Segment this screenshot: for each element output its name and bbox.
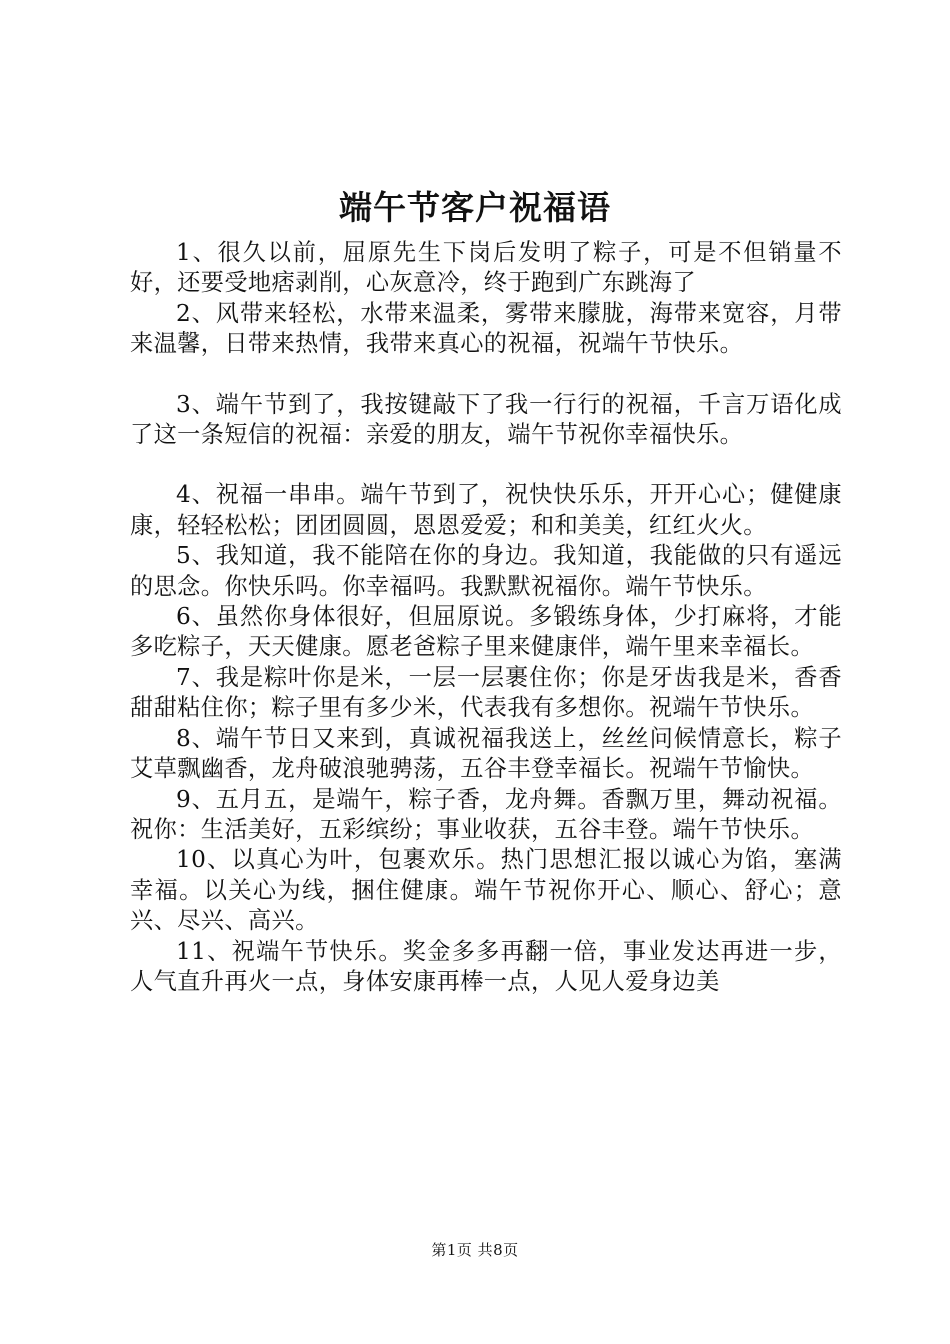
paragraph-11: 11、祝端午节快乐。奖金多多再翻一倍，事业发达再进一步，人气直升再火一点，身体安康再棒一点，人见人爱身边美 bbox=[130, 937, 842, 995]
page-number: 第1页 共8页 bbox=[431, 1241, 519, 1259]
document-body bbox=[130, 238, 842, 997]
paragraph-6: 6、虽然你身体很好，但屈原说。多锻练身体，少打麻将，才能多吃粽子，天天健康。愿老爸粽子里来健康伴，端午里来幸福长。 bbox=[130, 603, 842, 661]
paragraph-7: 7、我是粽叶你是米，一层一层裹住你；你是牙齿我是米，香香甜甜粘住你；粽子里有多少米，代表我有多想你。祝端午节快乐。 bbox=[130, 663, 842, 722]
paragraph-10: 10、以真心为叶，包裹欢乐。热门思想汇报以诚心为馅，塞满幸福。以关心为线，捆住健康。端午节祝你开心、顺心、舒心；意兴、尽兴、高兴。 bbox=[130, 846, 842, 935]
paragraph-3: 3、端午节到了，我按键敲下了我一行行的祝福，千言万语化成了这一条短信的祝福：亲爱的朋友，端午节祝你幸福快乐。 bbox=[130, 390, 842, 449]
paragraph-1: 1、很久以前，屈原先生下岗后发明了粽子，可是不但销量不好，还要受地痞剥削，心灰意冷，终于跑到广东跳海了 bbox=[130, 239, 842, 297]
paragraph-5: 5、我知道，我不能陪在你的身边。我知道，我能做的只有遥远的思念。你快乐吗。你幸福吗。我默默祝福你。端午节快乐。 bbox=[130, 542, 842, 600]
paragraph-4: 4、祝福一串串。端午节到了，祝快快乐乐，开开心心；健健康康，轻轻松松；团团圆圆，恩恩爱爱；和和美美，红红火火。 bbox=[130, 481, 842, 539]
document-title: 端午节客户祝福语 bbox=[339, 188, 611, 227]
paragraph-9: 9、五月五，是端午，粽子香，龙舟舞。香飘万里，舞动祝福。祝你：生活美好，五彩缤纷；事业收获，五谷丰登。端午节快乐。 bbox=[130, 785, 842, 843]
paragraph-2: 2、风带来轻松，水带来温柔，雾带来朦胧，海带来宽容，月带来温馨，日带来热情，我带来真心的祝福，祝端午节快乐。 bbox=[130, 299, 842, 358]
paragraph-8: 8、端午节日又来到，真诚祝福我送上，丝丝问候情意长，粽子艾草飘幽香，龙舟破浪驰骋荡，五谷丰登幸福长。祝端午节愉快。 bbox=[130, 724, 842, 783]
